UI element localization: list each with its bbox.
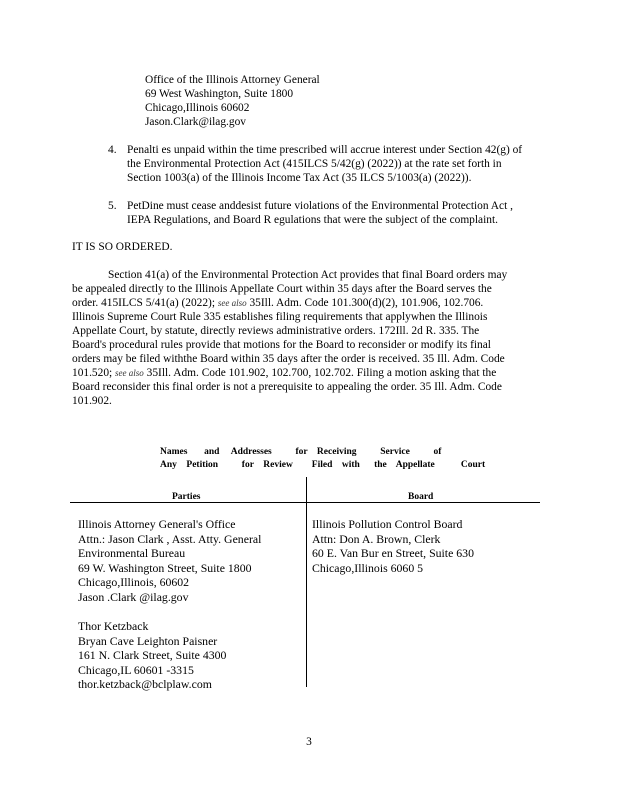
address-line: Chicago,Illinois 60602 [145,102,250,114]
item-number: 5. [108,200,117,212]
ordered-heading: IT IS SO ORDERED. [72,241,173,253]
paragraph-line: Board's procedural rules provide that motions for the Board to reconsider or modify its final [72,339,491,351]
item-line: IEPA Regulations, and Board R egulations that were the subject of the complaint. [127,214,498,226]
item-line: PetDine must cease anddesist future violations of the Environmental Protection Act , [127,200,513,212]
board-column-header: Board [408,492,434,502]
item-line: Penalti es unpaid within the time prescribed will accrue interest under Section 42(g) of [127,144,523,156]
paragraph-line: order. 415ILCS 5/41(a) (2022); see also 35Ill. Adm. Code 101.300(d)(2), 101.906, 102.706. [72,297,484,309]
paragraph-line: 101.520; see also 35Ill. Adm. Code 101.902, 102.700, 102.702. Filing a motion asking that the [72,367,497,379]
paragraph-line: be appealed directly to the Illinois Appellate Court within 35 days after the Board serves the [72,283,492,295]
address-line: 69 West Washington, Suite 1800 [145,88,294,100]
paragraph-line: Appellate Court, by statute, directly reviews administrative orders. 172Ill. 2d R. 335. The [72,325,480,337]
parties-column-header: Parties [172,492,201,502]
paragraph-line: orders may be filed withthe Board within 35 days after the order is received. 35 Ill. Adm. Code [72,353,505,365]
paragraph-line: Illinois Supreme Court Rule 335 establishes filing requirements that applywhen the Illinois [72,311,488,323]
appeal-paragraph [72,268,530,408]
service-list-heading: Names and Addresses for Receiving Service of Any Petition for Review Filed with the Appellate Court [160,447,486,470]
top-address-block [145,73,320,129]
item-number: 4. [108,144,117,156]
see-also: see also [115,368,144,378]
table-divider-vertical [306,477,307,687]
item-line: Section 1003(a) of the Illinois Income Tax Act (35 ILCS 5/1003(a) (2022)). [127,172,472,184]
see-also: see also [217,298,247,308]
paragraph-line: Board reconsider this final order is not a prerequisite to appealing the order. 35 Ill. Adm. Code [72,381,502,393]
item-line: the Environmental Protection Act (415ILCS 5/42(g) (2022)) at the rate set forth in [127,158,502,170]
party-attorney-general: Illinois Attorney General's Office Attn.: Jason Clark , Asst. Atty. General Environmental Bureau 69 W. Washington Street, Suite 1800 Chicago,Illinois, 60602 Jason .Clark @ilag.gov [78,517,262,604]
address-line: Jason.Clark@ilag.gov [145,116,246,128]
paragraph-line: Section 41(a) of the Environmental Protection Act provides that final Board orders may [108,269,508,281]
table-divider-horizontal [70,502,540,503]
party-respondent-counsel: Thor Ketzback Bryan Cave Leighton Paisner 161 N. Clark Street, Suite 4300 Chicago,IL 60601 -3315 thor.ketzback@bclplaw.com [78,619,227,692]
address-line: Office of the Illinois Attorney General [145,74,320,86]
paragraph-line: 101.902. [72,395,112,407]
page-number: 3 [306,736,312,748]
board-address: Illinois Pollution Control Board Attn: Don A. Brown, Clerk 60 E. Van Bur en Street, Suite 630 Chicago,Illinois 6060 5 [312,517,474,575]
